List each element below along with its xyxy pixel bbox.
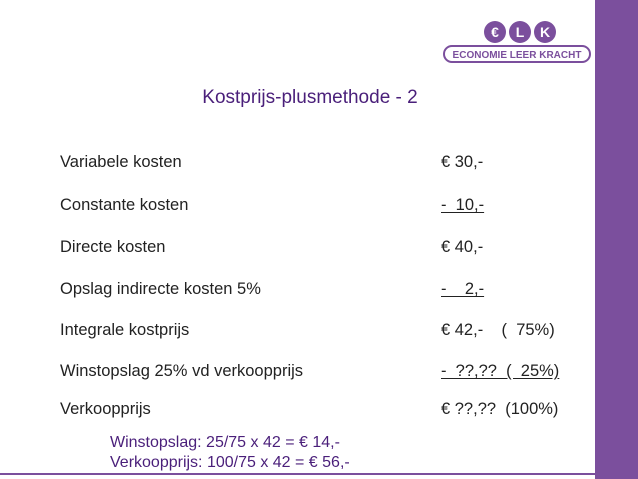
- row-value-verkoopprijs: € ??,?? (100%): [441, 400, 559, 418]
- logo-letter-euro: €: [491, 24, 499, 40]
- row-value-opslag-indirecte-kosten: - 2,-: [441, 280, 485, 298]
- logo-text: ECONOMIE LEER KRACHT: [452, 50, 582, 61]
- elk-logo: [442, 18, 592, 66]
- row-label-directe-kosten: Directe kosten: [60, 238, 166, 256]
- row-value-constante-kosten: - 10,-: [441, 196, 485, 214]
- row-label-opslag-indirecte-kosten: Opslag indirecte kosten 5%: [60, 280, 261, 298]
- row-value-integrale-kostprijs: € 42,- ( 75%): [441, 321, 555, 339]
- row-value-winstopslag: - ??,?? ( 25%): [441, 362, 560, 380]
- row-label-verkoopprijs: Verkoopprijs: [60, 400, 151, 418]
- logo-letter-l: L: [515, 24, 525, 40]
- note-winstopslag: Winstopslag: 25/75 x 42 = € 14,-: [110, 434, 340, 451]
- row-label-integrale-kostprijs: Integrale kostprijs: [60, 321, 190, 339]
- page-title: Kostprijs-plusmethode - 2: [202, 87, 418, 108]
- logo-letter-k: K: [539, 24, 551, 40]
- row-value-directe-kosten: € 40,-: [441, 238, 484, 256]
- row-label-constante-kosten: Constante kosten: [60, 196, 189, 214]
- bottom-divider: [0, 473, 595, 475]
- note-verkoopprijs: Verkoopprijs: 100/75 x 42 = € 56,-: [110, 454, 350, 471]
- sidebar-accent: [595, 0, 638, 479]
- row-label-variabele-kosten: Variabele kosten: [60, 153, 182, 171]
- logo-letter-circles: [484, 21, 556, 43]
- row-value-variabele-kosten: € 30,-: [441, 153, 484, 171]
- row-label-winstopslag: Winstopslag 25% vd verkoopprijs: [60, 362, 304, 380]
